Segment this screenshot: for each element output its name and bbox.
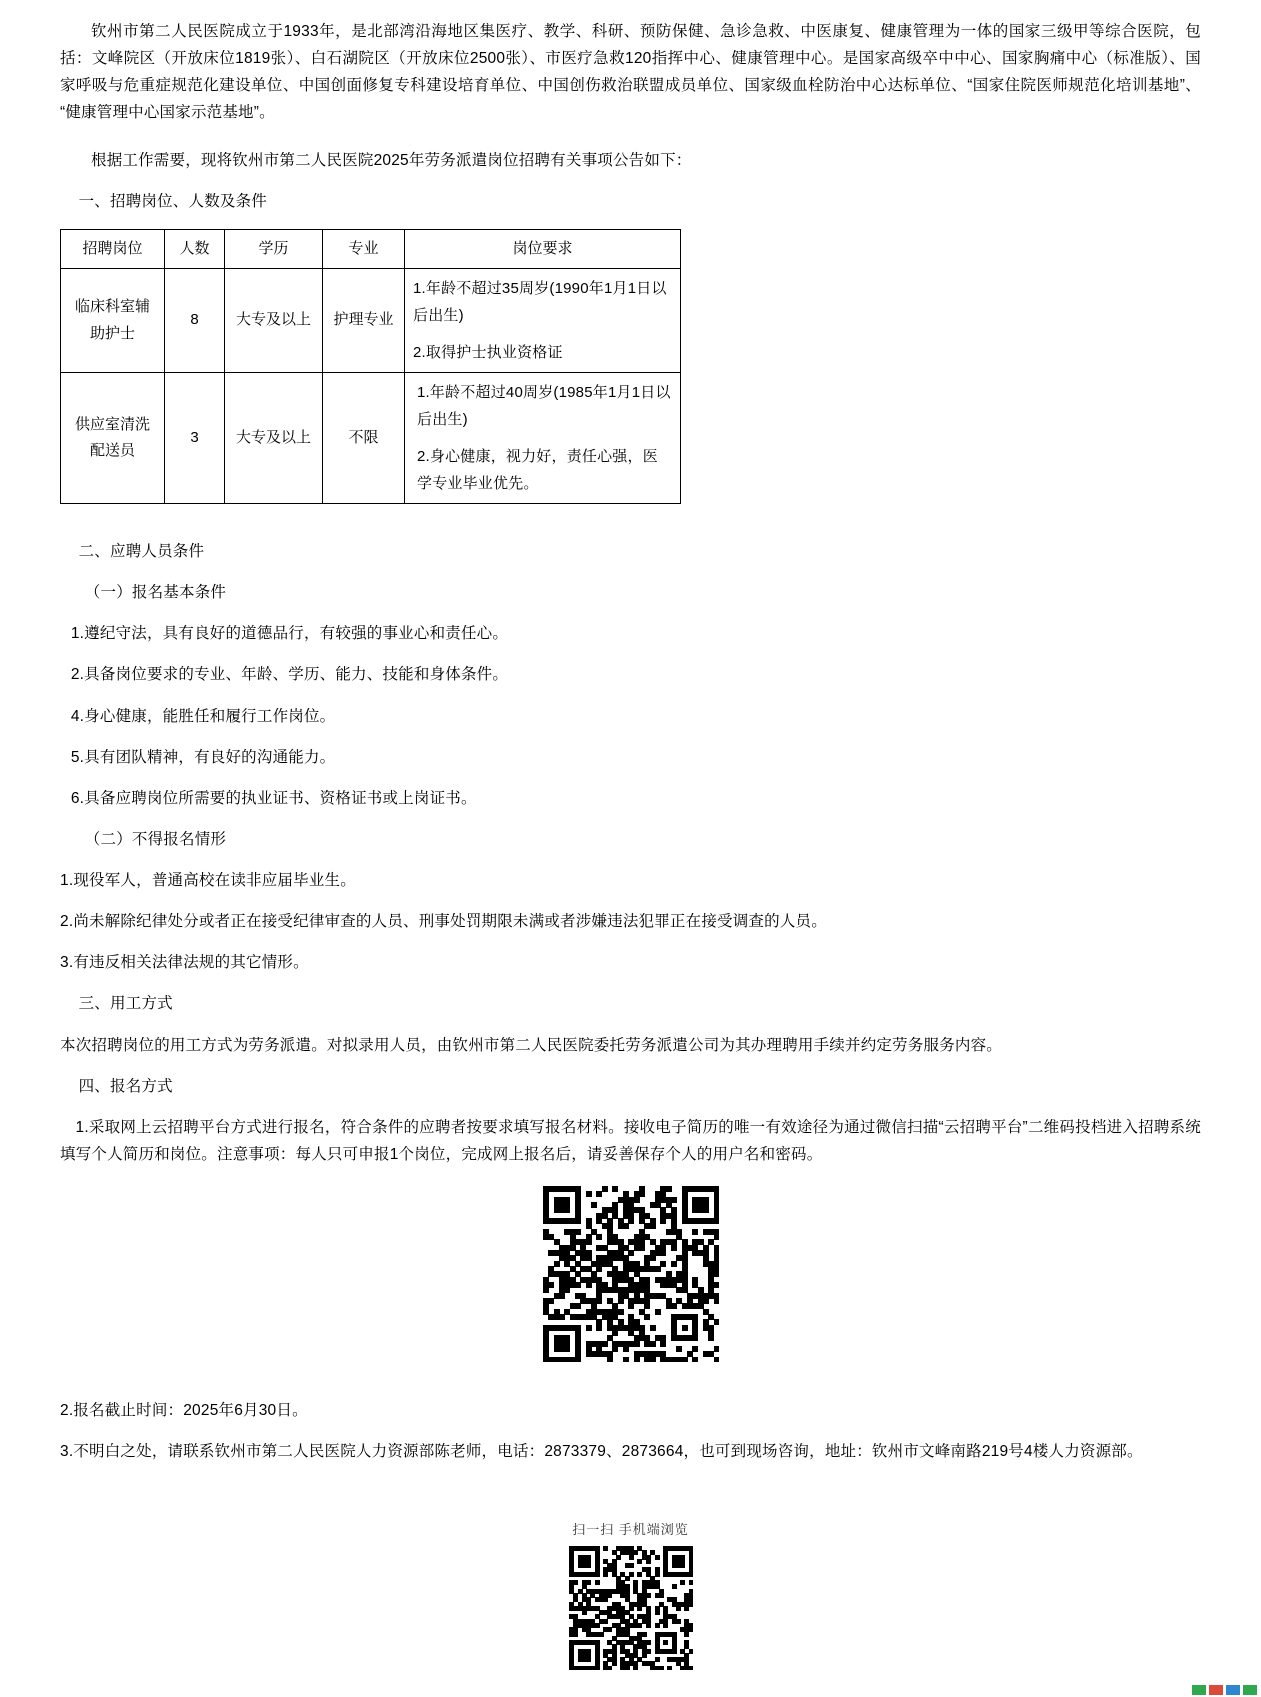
cell-major: 不限	[323, 373, 405, 504]
table-header-count: 人数	[165, 229, 225, 268]
notice-paragraph: 根据工作需要，现将钦州市第二人民医院2025年劳务派遣岗位招聘有关事项公告如下：	[91, 151, 692, 169]
list-item: 2.具备岗位要求的专业、年龄、学历、能力、技能和身体条件。	[70, 666, 509, 684]
section-4-item-3: 3.不明白之处，请联系钦州市第二人民医院人力资源部陈老师，电话：2873379、2873664，也可到现场咨询，地址：钦州市文峰南路219号4楼人力资源部。	[60, 1443, 1143, 1461]
section-2-title: 二、应聘人员条件	[78, 543, 205, 560]
jobs-table	[60, 229, 681, 504]
mobile-browse-qr-code	[569, 1546, 693, 1670]
section-4-item-1: 1.采取网上云招聘平台方式进行报名，符合条件的应聘者按要求填写报名材料。接收电子简历的唯一有效途径为通过微信扫描“云招聘平台”二维码投档进入招聘系统填写个人简历和岗位。注意事项：每人只可申报1个岗位，完成网上报名后，请妥善保存个人的用户名和密码。	[60, 1118, 1201, 1163]
cell-requirements	[405, 269, 681, 373]
qr-main-block	[60, 1186, 1201, 1371]
requirement-line: 1.年龄不超过35周岁(1990年1月1日以后出生)	[413, 280, 667, 324]
list-item: 4.身心健康，能胜任和履行工作岗位。	[70, 707, 336, 725]
requirement-line: 2.取得护士执业资格证	[413, 344, 563, 361]
cell-education: 大专及以上	[225, 373, 323, 504]
section-4-item-2: 2.报名截止时间：2025年6月30日。	[60, 1402, 308, 1420]
requirement-line: 1.年龄不超过40周岁(1985年1月1日以后出生)	[417, 384, 671, 428]
share-color-bar	[1192, 1685, 1257, 1695]
share-swatch-red	[1209, 1685, 1223, 1695]
list-item: 1.遵纪守法，具有良好的道德品行，有较强的事业心和责任心。	[70, 625, 509, 643]
section-3-body: 本次招聘岗位的用工方式为劳务派遣。对拟录用人员，由钦州市第二人民医院委托劳务派遣公司为其办理聘用手续并约定劳务服务内容。	[60, 1036, 1003, 1054]
table-row	[61, 373, 681, 504]
section-2-sub-2-title: （二）不得报名情形	[84, 830, 227, 848]
section-1-title: 一、招聘岗位、人数及条件	[78, 192, 267, 210]
table-header-requirements: 岗位要求	[405, 229, 681, 268]
share-swatch-blue	[1226, 1685, 1240, 1695]
cell-education: 大专及以上	[225, 269, 323, 373]
list-item: 2.尚未解除纪律处分或者正在接受纪律审查的人员、刑事处罚期限未满或者涉嫌违法犯罪正在接受调查的人员。	[60, 913, 827, 931]
share-swatch-green-2	[1243, 1685, 1257, 1695]
section-3-title: 三、用工方式	[78, 995, 173, 1013]
cell-count: 3	[165, 373, 225, 504]
qr-footer-block	[60, 1519, 1201, 1679]
table-header-major: 专业	[323, 229, 405, 268]
qr-footer-label: 扫一扫 手机端浏览	[572, 1522, 689, 1538]
table-row	[61, 269, 681, 373]
table-header-row	[61, 229, 681, 268]
intro-paragraph: 钦州市第二人民医院成立于1933年，是北部湾沿海地区集医疗、教学、科研、预防保健、急诊急救、中医康复、健康管理为一体的国家三级甲等综合医院，包括：文峰院区（开放床位1819张）、白石湖院区（开放床位2500张）、市医疗急救120指挥中心、健康管理中心。是国家高级卒中中心、国家胸痛中心（标准版）、国家呼吸与危重症规范化建设单位、中国创面修复专科建设培育单位、中国创伤救治联盟成员单位、国家级血栓防治中心达标单位、“国家住院医师规范化培训基地”、“健康管理中心国家示范基地”。	[60, 23, 1201, 122]
cell-requirements	[405, 373, 681, 504]
cell-post: 供应室清洗配送员	[61, 373, 165, 504]
list-item: 5.具有团队精神，有良好的沟通能力。	[70, 748, 336, 766]
table-header-post: 招聘岗位	[61, 229, 165, 268]
section-2-sub-1-title: （一）报名基本条件	[84, 584, 227, 602]
list-item: 3.有违反相关法律法规的其它情形。	[60, 954, 309, 972]
cell-count: 8	[165, 269, 225, 373]
list-item: 6.具备应聘岗位所需要的执业证书、资格证书或上岗证书。	[70, 789, 477, 807]
table-header-education: 学历	[225, 229, 323, 268]
cell-post: 临床科室辅助护士	[61, 269, 165, 373]
requirement-line: 2.身心健康，视力好，责任心强，医学专业毕业优先。	[417, 448, 658, 492]
section-4-title: 四、报名方式	[78, 1077, 173, 1095]
cell-major: 护理专业	[323, 269, 405, 373]
cloud-recruitment-qr-code	[543, 1186, 719, 1362]
list-item: 1.现役军人，普通高校在读非应届毕业生。	[60, 872, 356, 889]
share-swatch-green	[1192, 1685, 1206, 1695]
